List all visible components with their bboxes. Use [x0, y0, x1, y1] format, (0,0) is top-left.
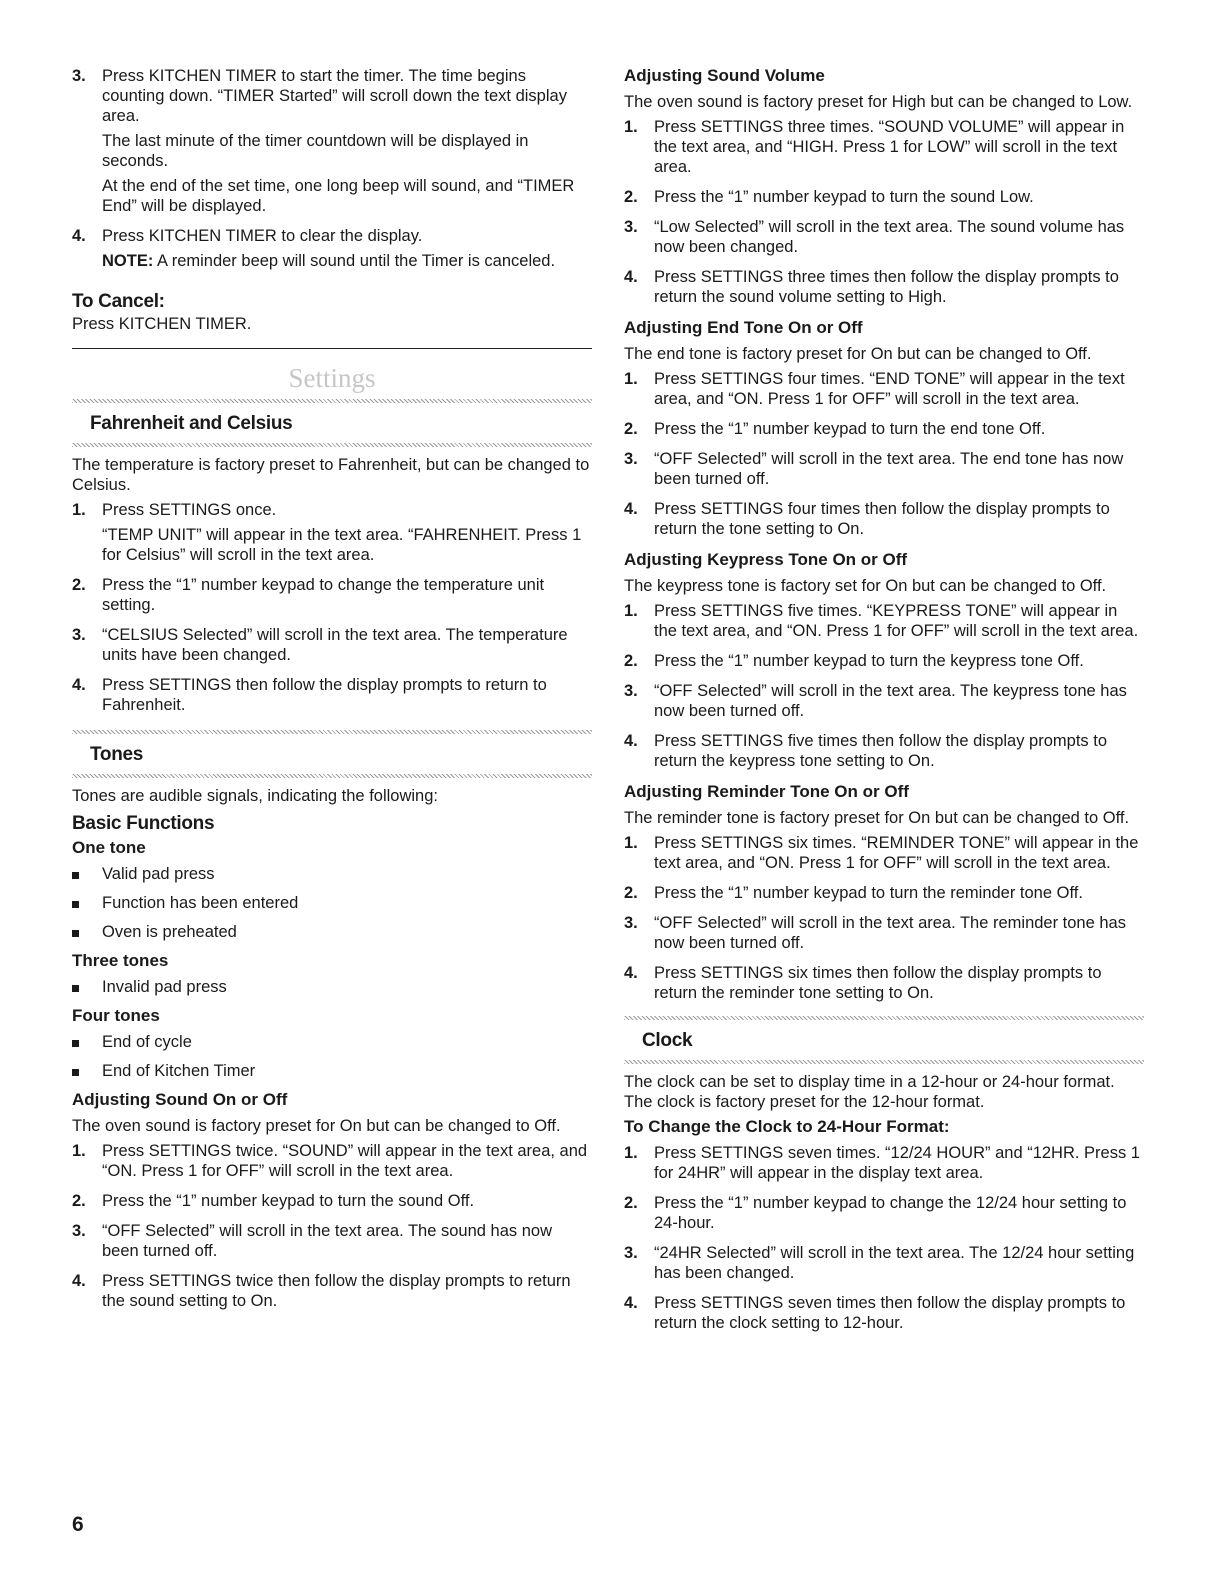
sound-steps [72, 1141, 592, 1316]
step-paragraph: The last minute of the timer countdown will be displayed in seconds. [102, 132, 529, 170]
note-label: NOTE: [102, 252, 154, 270]
square-bullet-icon [72, 864, 102, 884]
step-text [654, 731, 1144, 776]
step-item [624, 187, 1144, 212]
tones-section [72, 786, 592, 1316]
step-text [102, 226, 592, 276]
step-item [624, 963, 1144, 1008]
step-text [654, 651, 1144, 676]
step-item [624, 419, 1144, 444]
step-text [654, 601, 1144, 646]
step-text [654, 1243, 1144, 1288]
list-item-text: End of Kitchen Timer [102, 1062, 256, 1080]
step-paragraph: Press SETTINGS seven times. “12/24 HOUR” and “12HR. Press 1 for 24HR” will appear in the display text area. [654, 1144, 1140, 1182]
four-tones-label: Four tones [72, 1006, 160, 1025]
step-number: 3. [72, 626, 86, 644]
step-paragraph: Press the “1” number keypad to change the temperature unit setting. [102, 576, 545, 614]
step-paragraph: “OFF Selected” will scroll in the text area. The keypress tone has now been turned off. [654, 682, 1127, 720]
step-text [654, 117, 1144, 182]
step-paragraph: “OFF Selected” will scroll in the text area. The sound has now been turned off. [102, 1222, 552, 1260]
step-text [654, 1143, 1144, 1188]
keypress-heading: Adjusting Keypress Tone On or Off [624, 550, 908, 569]
step-item [72, 226, 592, 276]
step-item [72, 575, 592, 620]
square-bullet-icon [72, 977, 102, 997]
step-paragraph: “CELSIUS Selected” will scroll in the text area. The temperature units have been changed. [102, 626, 568, 664]
step-paragraph: “OFF Selected” will scroll in the text area. The end tone has now been turned off. [654, 450, 1124, 488]
step-paragraph: Press SETTINGS once. [102, 501, 277, 519]
settings-title: Settings [288, 363, 376, 393]
step-text [102, 675, 592, 720]
step-number: 4. [72, 676, 86, 694]
step-paragraph: Press KITCHEN TIMER to start the timer. The time begins counting down. “TIMER Started” will scroll down the text display area. [102, 67, 567, 125]
step-paragraph: Press the “1” number keypad to turn the end tone Off. [654, 420, 1046, 438]
step-item [624, 1243, 1144, 1288]
list-item [72, 1032, 592, 1052]
step-item [624, 267, 1144, 312]
one-tone-label: One tone [72, 838, 146, 857]
clock-intro: The clock can be set to display time in a 12-hour or 24-hour format. The clock is factory preset for the 12-hour format. [624, 1073, 1115, 1111]
step-text [654, 1193, 1144, 1238]
step-item [72, 66, 592, 221]
step-item [624, 681, 1144, 726]
step-number: 3. [624, 682, 638, 700]
step-paragraph: Press SETTINGS five times. “KEYPRESS TONE” will appear in the text area, and “ON. Press 1 for OFF” will scroll in the text area. [654, 602, 1139, 640]
step-item [72, 675, 592, 720]
fahrenheit-heading: Fahrenheit and Celsius [90, 413, 293, 434]
volume-intro: The oven sound is factory preset for High but can be changed to Low. [624, 93, 1133, 111]
step-text [102, 66, 592, 221]
list-item-text: Function has been entered [102, 894, 299, 912]
step-paragraph: At the end of the set time, one long beep will sound, and “TIMER End” will be displayed. [102, 177, 575, 215]
step-paragraph: Press the “1” number keypad to turn the keypress tone Off. [654, 652, 1084, 670]
step-paragraph: Press SETTINGS twice. “SOUND” will appear in the text area, and “ON. Press 1 for OFF” will scroll in the text area. [102, 1142, 588, 1180]
square-bullet-icon [72, 893, 102, 913]
step-item [624, 449, 1144, 494]
reminder-steps [624, 833, 1144, 1008]
keypress-intro: The keypress tone is factory set for On but can be changed to Off. [624, 577, 1107, 595]
volume-steps [624, 117, 1144, 312]
clock-heading: Clock [642, 1030, 693, 1051]
step-number: 3. [624, 450, 638, 468]
hatch-divider [624, 1060, 1144, 1064]
step-paragraph: Press the “1” number keypad to turn the sound Low. [654, 188, 1034, 206]
timer-steps [72, 66, 592, 276]
step-number: 2. [72, 1192, 86, 1210]
step-paragraph: “TEMP UNIT” will appear in the text area. “FAHRENHEIT. Press 1 for Celsius” will scroll in the text area. [102, 526, 582, 564]
step-text [654, 833, 1144, 878]
step-text [654, 217, 1144, 262]
square-bullet-icon [72, 1061, 102, 1081]
step-text [654, 963, 1144, 1008]
step-paragraph: Press SETTINGS three times. “SOUND VOLUME” will appear in the text area, and “HIGH. Press 1 for LOW” will scroll in the text area. [654, 118, 1125, 176]
step-number: 4. [72, 227, 86, 245]
step-item [72, 1221, 592, 1266]
square-bullet-icon [72, 1032, 102, 1052]
step-paragraph: Press SETTINGS three times then follow the display prompts to return the sound volume setting to High. [654, 268, 1119, 306]
list-item [72, 893, 592, 913]
step-number: 4. [624, 732, 638, 750]
step-item [624, 883, 1144, 908]
fahrenheit-steps [72, 500, 592, 720]
step-text [102, 500, 592, 570]
step-item [624, 913, 1144, 958]
list-item [72, 977, 592, 997]
step-item [624, 833, 1144, 878]
step-text [654, 681, 1144, 726]
list-item-text: Invalid pad press [102, 978, 227, 996]
step-number: 1. [624, 118, 638, 136]
volume-heading: Adjusting Sound Volume [624, 66, 825, 85]
three-tones-list [72, 977, 592, 997]
step-item [72, 1191, 592, 1216]
step-paragraph: Press the “1” number keypad to change the 12/24 hour setting to 24-hour. [654, 1194, 1127, 1232]
cancel-heading: To Cancel: [72, 291, 165, 312]
sound-heading: Adjusting Sound On or Off [72, 1090, 288, 1109]
step-text [654, 499, 1144, 544]
list-item [72, 1061, 592, 1081]
step-item [72, 500, 592, 570]
step-paragraph: Press SETTINGS four times then follow the display prompts to return the tone setting to On. [654, 500, 1110, 538]
step-item [624, 369, 1144, 414]
step-number: 1. [624, 602, 638, 620]
page-number: 6 [72, 1513, 84, 1536]
hatch-divider [72, 443, 592, 447]
step-text [102, 1141, 592, 1186]
step-number: 3. [72, 1222, 86, 1240]
keypress-steps [624, 601, 1144, 776]
square-bullet-icon [72, 922, 102, 942]
list-item-text: End of cycle [102, 1033, 192, 1051]
step-number: 2. [624, 188, 638, 206]
list-item-text: Valid pad press [102, 865, 215, 883]
step-text [654, 913, 1144, 958]
step-item [72, 1141, 592, 1186]
step-number: 3. [624, 218, 638, 236]
step-text [654, 449, 1144, 494]
tones-intro: Tones are audible signals, indicating the following: [72, 787, 438, 805]
step-paragraph: “24HR Selected” will scroll in the text area. The 12/24 hour setting has been changed. [654, 1244, 1135, 1282]
step-number: 1. [72, 501, 86, 519]
step-paragraph: Press SETTINGS four times. “END TONE” will appear in the text area, and “ON. Press 1 for OFF” will scroll in the text area. [654, 370, 1125, 408]
step-paragraph: Press SETTINGS twice then follow the display prompts to return the sound setting to On. [102, 1272, 571, 1310]
step-number: 2. [72, 576, 86, 594]
step-text [102, 1221, 592, 1266]
left-column [72, 66, 592, 1326]
clock-section [624, 1072, 1144, 1338]
tones-heading: Tones [90, 744, 144, 765]
clock-steps [624, 1143, 1144, 1338]
step-number: 4. [624, 964, 638, 982]
step-text [102, 575, 592, 620]
clock-sub-heading: To Change the Clock to 24-Hour Format: [624, 1117, 950, 1136]
basic-functions-heading: Basic Functions [72, 813, 215, 834]
step-paragraph: Press KITCHEN TIMER to clear the display. [102, 227, 423, 245]
step-paragraph: Press SETTINGS then follow the display prompts to return to Fahrenheit. [102, 676, 547, 714]
note-paragraph [102, 251, 592, 271]
endtone-steps [624, 369, 1144, 544]
step-text [654, 267, 1144, 312]
reminder-intro: The reminder tone is factory preset for On but can be changed to Off. [624, 809, 1130, 827]
step-item [624, 117, 1144, 182]
step-text [654, 883, 1144, 908]
step-paragraph: “OFF Selected” will scroll in the text area. The reminder tone has now been turned off. [654, 914, 1126, 952]
step-paragraph: “Low Selected” will scroll in the text area. The sound volume has now been changed. [654, 218, 1125, 256]
step-number: 3. [624, 914, 638, 932]
step-number: 1. [624, 1144, 638, 1162]
step-text [654, 419, 1144, 444]
step-number: 1. [72, 1142, 86, 1160]
step-item [624, 1193, 1144, 1238]
step-item [624, 217, 1144, 262]
list-item [72, 922, 592, 942]
step-item [624, 1293, 1144, 1338]
reminder-heading: Adjusting Reminder Tone On or Off [624, 782, 909, 801]
step-number: 4. [624, 268, 638, 286]
step-text [102, 1191, 592, 1216]
step-item [72, 625, 592, 670]
step-number: 1. [624, 370, 638, 388]
step-item [624, 499, 1144, 544]
step-number: 2. [624, 884, 638, 902]
step-number: 1. [624, 834, 638, 852]
step-number: 4. [624, 500, 638, 518]
endtone-heading: Adjusting End Tone On or Off [624, 318, 863, 337]
step-paragraph: Press SETTINGS six times. “REMINDER TONE” will appear in the text area, and “ON. Press 1 for OFF” will scroll in the text area. [654, 834, 1139, 872]
step-text [102, 1271, 592, 1316]
step-number: 2. [624, 420, 638, 438]
step-number: 4. [624, 1294, 638, 1312]
step-text [654, 1293, 1144, 1338]
list-item [72, 864, 592, 884]
three-tones-label: Three tones [72, 951, 169, 970]
note-text: A reminder beep will sound until the Timer is canceled. [153, 252, 556, 270]
endtone-intro: The end tone is factory preset for On but can be changed to Off. [624, 345, 1092, 363]
one-tone-list [72, 864, 592, 942]
fahrenheit-section [72, 455, 592, 720]
list-item-text: Oven is preheated [102, 923, 237, 941]
step-item [624, 651, 1144, 676]
step-number: 4. [72, 1272, 86, 1290]
step-paragraph: Press SETTINGS seven times then follow the display prompts to return the clock setting to 12-hour. [654, 1294, 1126, 1332]
step-number: 3. [72, 67, 86, 85]
step-text [102, 625, 592, 670]
section-rule [72, 348, 592, 349]
step-number: 2. [624, 652, 638, 670]
step-text [654, 369, 1144, 414]
step-number: 3. [624, 1244, 638, 1262]
step-item [72, 1271, 592, 1316]
sound-intro: The oven sound is factory preset for On but can be changed to Off. [72, 1117, 561, 1135]
four-tones-list [72, 1032, 592, 1081]
step-number: 2. [624, 1194, 638, 1212]
step-paragraph: Press SETTINGS six times then follow the display prompts to return the reminder tone setting to On. [654, 964, 1102, 1002]
step-item [624, 731, 1144, 776]
step-paragraph: Press the “1” number keypad to turn the reminder tone Off. [654, 884, 1083, 902]
hatch-divider [72, 774, 592, 778]
step-text [654, 187, 1144, 212]
step-item [624, 601, 1144, 646]
step-paragraph: Press the “1” number keypad to turn the sound Off. [102, 1192, 475, 1210]
right-column [624, 66, 1144, 1348]
step-paragraph: Press SETTINGS five times then follow the display prompts to return the keypress tone setting to On. [654, 732, 1108, 770]
cancel-text: Press KITCHEN TIMER. [72, 315, 252, 333]
fahrenheit-intro: The temperature is factory preset to Fahrenheit, but can be changed to Celsius. [72, 456, 590, 494]
step-item [624, 1143, 1144, 1188]
